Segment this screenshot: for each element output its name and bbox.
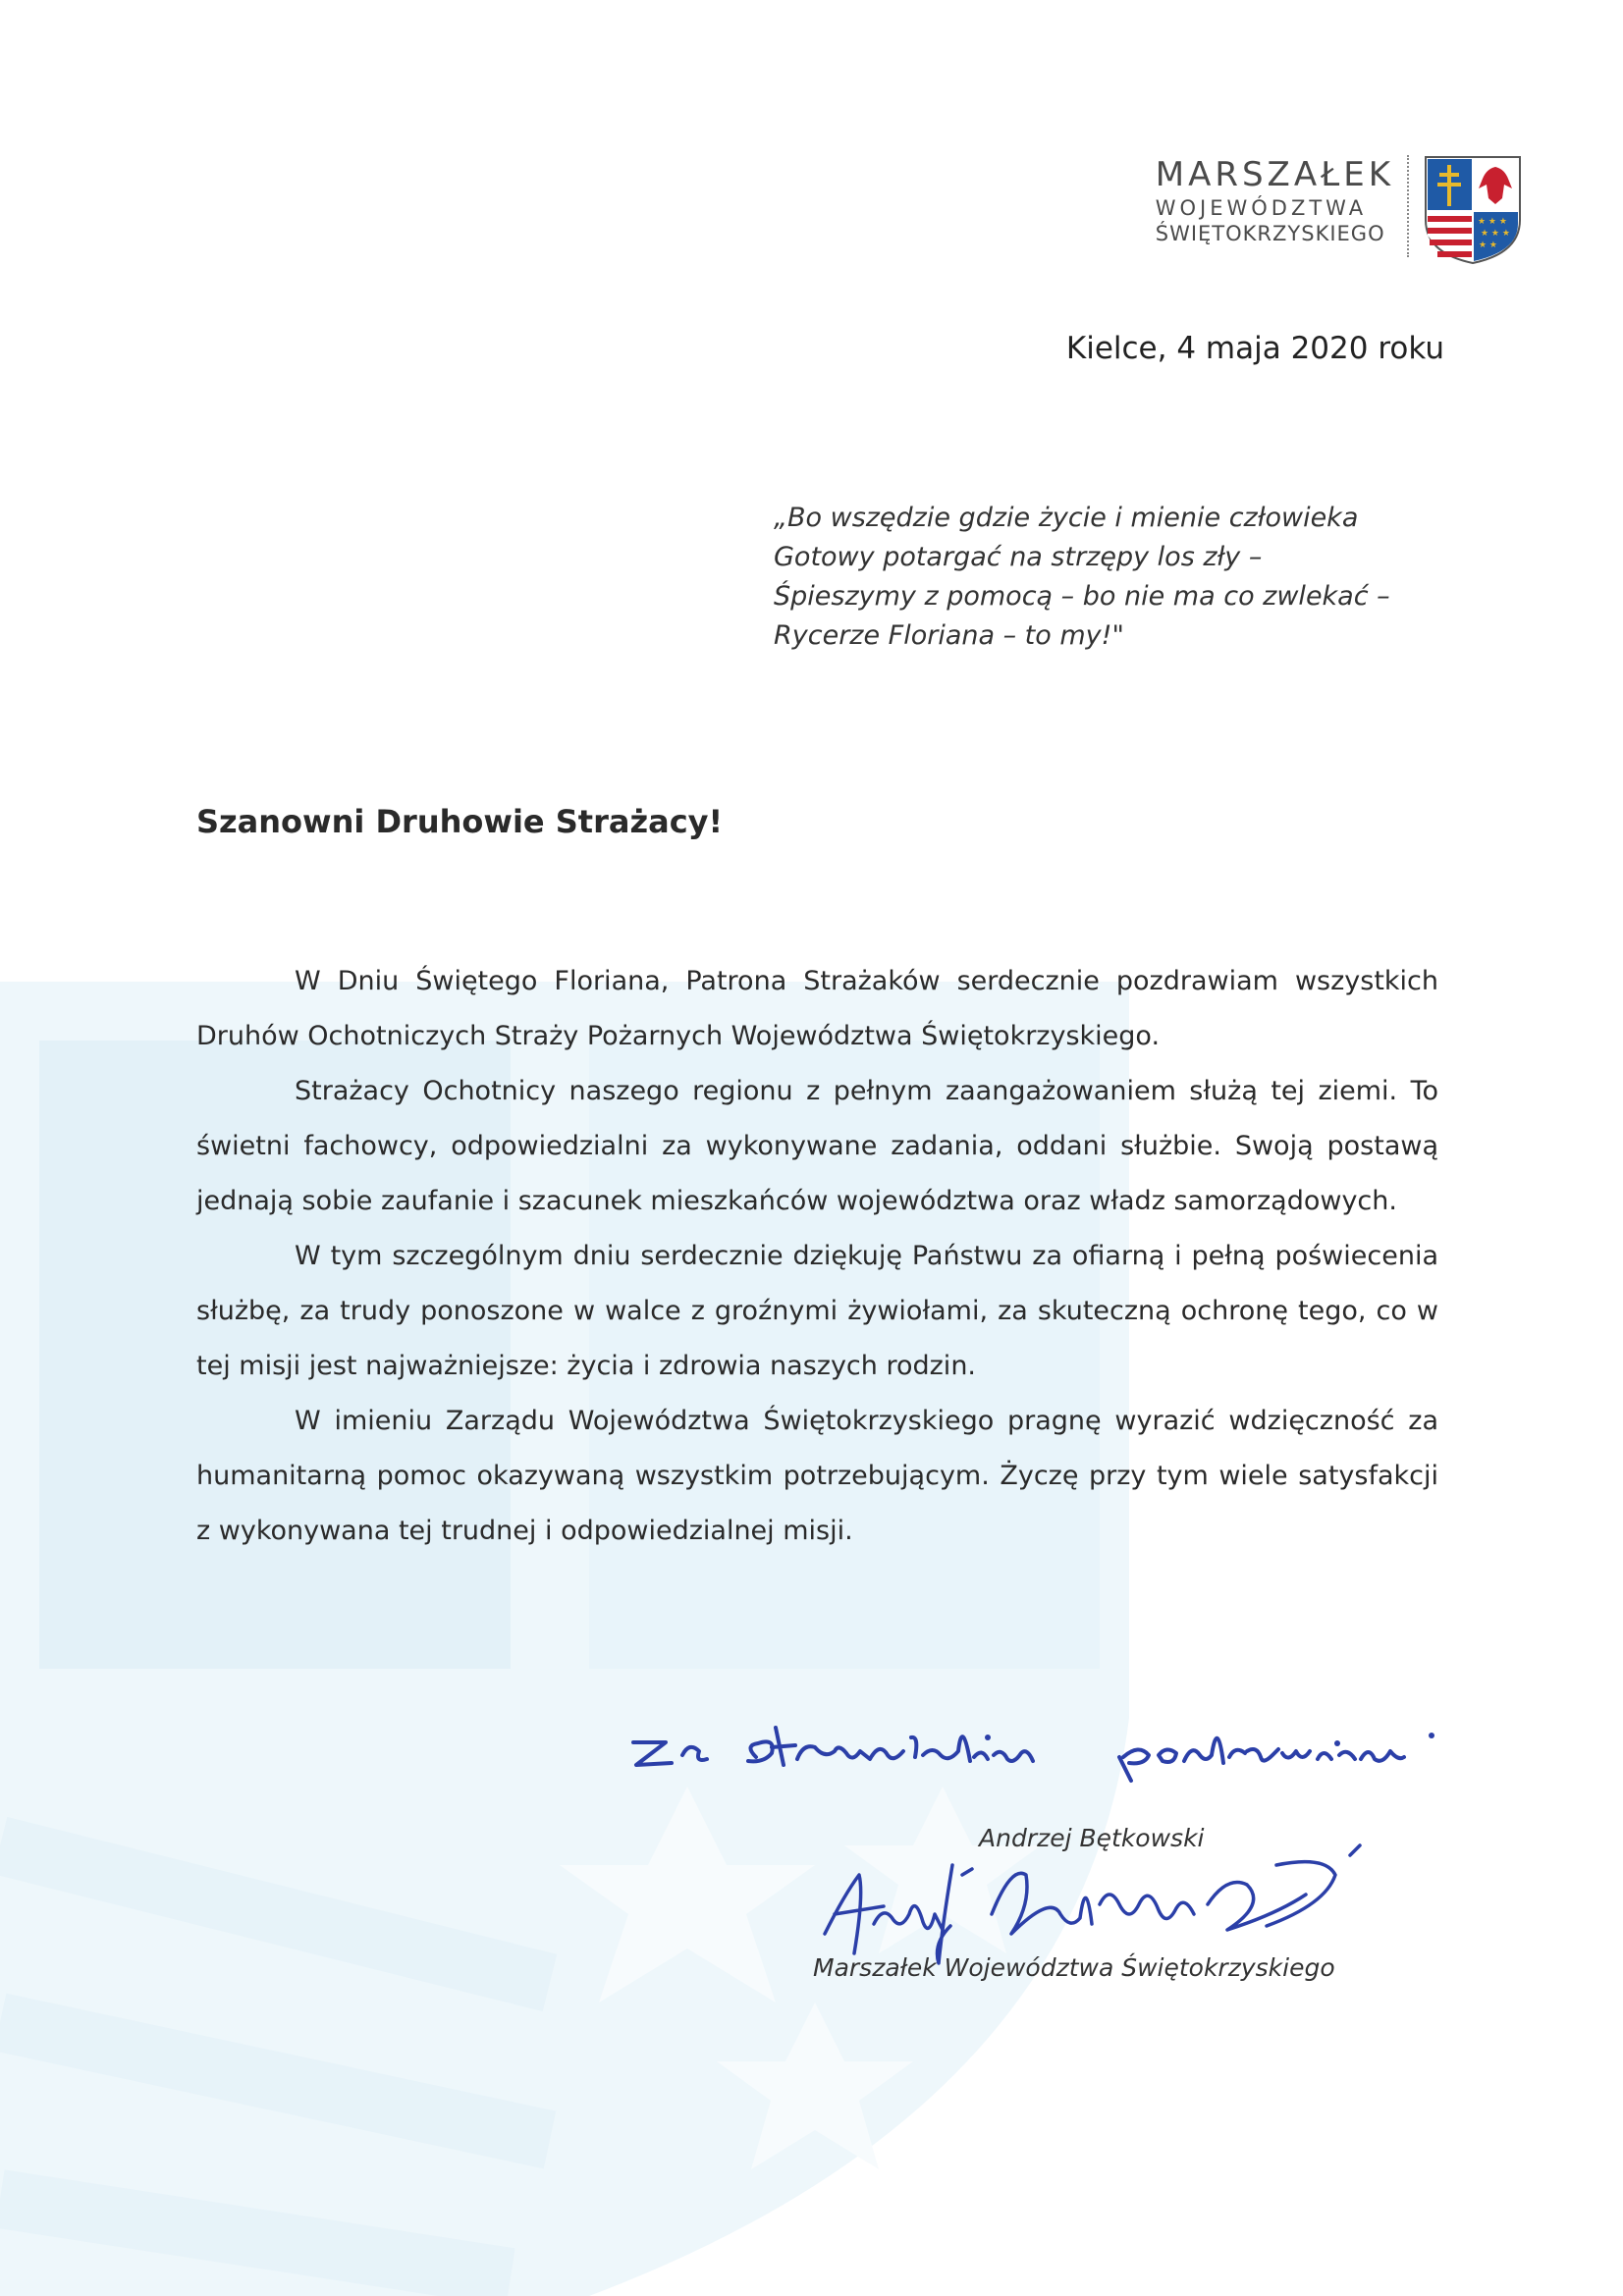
- motto-quote: [774, 499, 1402, 656]
- signer-name: Andrzej Bętkowski: [979, 1824, 1205, 1852]
- svg-text:★ ★ ★: ★ ★ ★: [1481, 229, 1510, 239]
- letterhead-title: MARSZAŁEK: [1155, 155, 1394, 194]
- body-paragraph: W imieniu Zarządu Województwa Świętokrzyskiego pragnę wyrazić wdzięczność za humanitarną pomoc okazywaną wszystkim potrzebującym. Życzę przy tym wiele satysfakcji z wykonywana tej trudnej i odpowiedzialnej misji.: [196, 1406, 1438, 1546]
- handwritten-closing: [628, 1708, 1532, 1787]
- letterhead-divider: [1407, 155, 1409, 257]
- handwritten-signature: [815, 1836, 1384, 1973]
- letter-body: [196, 954, 1438, 1559]
- svg-text:★ ★: ★ ★: [1479, 240, 1497, 250]
- motto-line: „Bo wszędzie gdzie życie i mienie człowieka: [774, 503, 1359, 533]
- motto-line: Śpieszymy z pomocą – bo nie ma co zwlekać –: [774, 581, 1390, 612]
- salutation: Szanowni Druhowie Strażacy!: [196, 803, 724, 840]
- motto-line: Gotowy potargać na strzępy los zły –: [774, 542, 1263, 572]
- body-paragraph: W Dniu Świętego Floriana, Patrona Strażaków serdecznie pozdrawiam wszystkich Druhów Ochotniczych Straży Pożarnych Województwa Świętokrzyskiego.: [196, 966, 1438, 1051]
- coat-of-arms-icon: [1424, 155, 1522, 265]
- motto-line: Rycerze Floriana – to my!": [774, 620, 1124, 651]
- body-paragraph: W tym szczególnym dniu serdecznie dziękuję Państwu za ofiarną i pełną poświecenia służbę, za trudy ponoszone w walce z groźnymi żywiołami, za skuteczną ochronę tego, co w tej misji jest najważniejsze: życia i zdrowia naszych rodzin.: [196, 1241, 1438, 1381]
- letter-date: Kielce, 4 maja 2020 roku: [1065, 331, 1444, 366]
- letterhead-text: [1156, 155, 1394, 245]
- letterhead: [1129, 147, 1522, 265]
- svg-text:★ ★ ★: ★ ★ ★: [1478, 217, 1507, 227]
- letterhead-subtitle-2: ŚWIĘTOKRZYSKIEGO: [1155, 222, 1385, 245]
- body-paragraph: Strażacy Ochotnicy naszego regionu z pełnym zaangażowaniem służą tej ziemi. To świetni fachowcy, odpowiedzialni za wykonywane zadania, oddani służbie. Swoją postawą jednają sobie zaufanie i szacunek mieszkańców województwa oraz władz samorządowych.: [196, 1076, 1438, 1216]
- letterhead-subtitle-1: WOJEWÓDZTWA: [1155, 196, 1368, 220]
- signer-title: Marszałek Województwa Świętokrzyskiego: [813, 1953, 1335, 1982]
